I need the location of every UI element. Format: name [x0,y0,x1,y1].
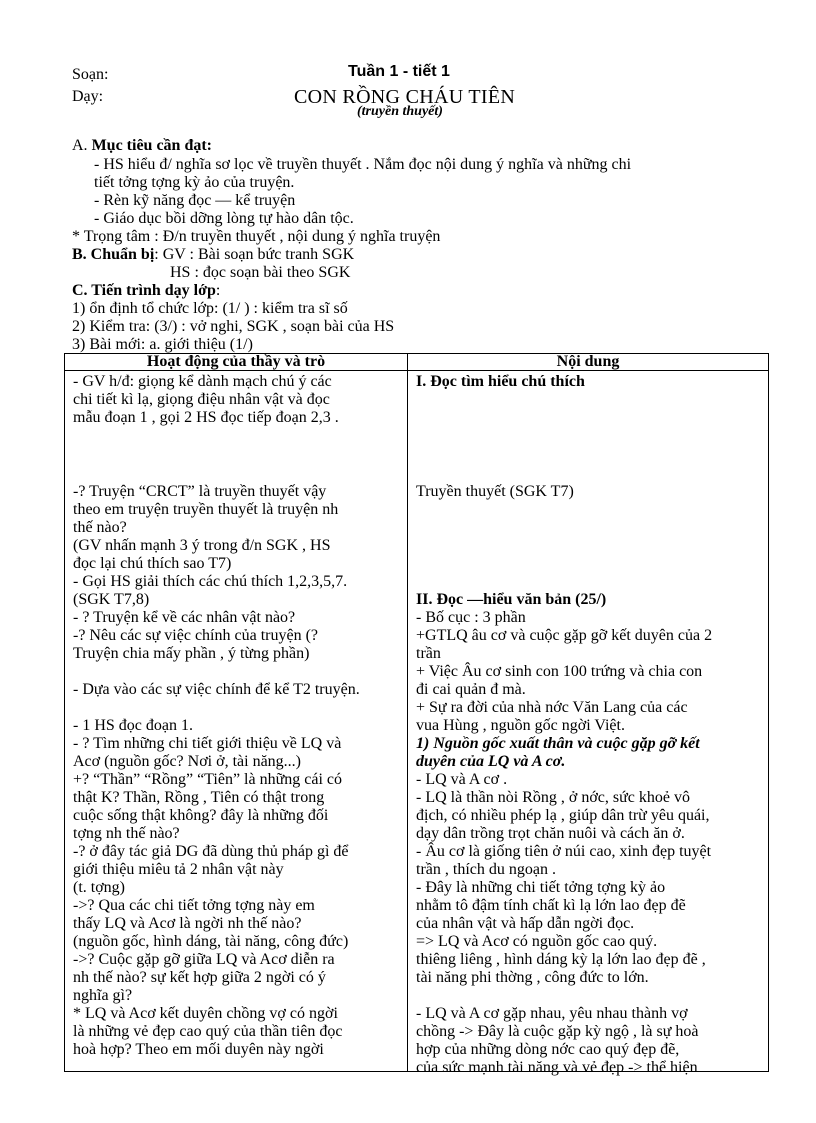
content-line: + Sự ra đời của nhà nớc Văn Lang của các [416,699,688,716]
content-cell [408,371,769,1076]
activity-line: - ? Tìm những chi tiết giới thiệu về LQ và [73,735,342,752]
activity-line: theo em truyện truyền thuyết là truyện nh [73,501,339,518]
col-header-activities: Hoạt động của thầy và trò [65,354,408,371]
lesson-table [64,353,769,1076]
content-line: - LQ là thần nòi Rồng , ở nớc, sức khoẻ vô [416,789,690,806]
activity-line: - Gọi HS giải thích các chú thích 1,2,3,5,7. [73,573,348,590]
page-title: CON RỒNG CHÁU TIÊN [294,86,516,108]
focus-line: * Trọng tâm : Đ/n truyền thuyết , nội dung ý nghĩa truyện [72,228,441,245]
content-line: dạy dân trồng trọt chăn nuôi và cách ăn ở. [416,825,685,842]
activity-line: thật K? Thần, Rồng , Tiên có thật trong [73,789,325,806]
activity-line: Acơ (nguồn gốc? Nơi ở, tài năng...) [73,753,301,770]
content-line: trần , thích du ngoạn . [416,861,556,878]
activity-line: - GV h/đ: giọng kể dành mạch chú ý các [73,373,332,390]
section-b-heading: B. Chuẩn bị: GV : Bài soạn bức tranh SGK [72,246,355,263]
content-line: Truyền thuyết (SGK T7) [416,483,574,500]
content-line: - Bố cục : 3 phần [416,609,526,626]
content-line: địch, có nhiều phép lạ , giúp dân trừ yêu quái, [416,807,710,824]
content-line: của nhân vật và hấp dẫn ngời đọc. [416,915,635,932]
col-header-content: Nội dung [408,354,769,371]
activities-cell [65,371,408,1072]
activity-line: (SGK T7,8) [73,591,150,608]
content-line: của sức mạnh tài năng và vẻ đẹp -> thể hiện [416,1059,698,1076]
objective-item: - Rèn kỹ năng đọc — kể truyện [94,192,296,209]
section-a-heading: A. Mục tiêu cần đạt: [72,137,212,154]
day-label: Dạy: [72,88,104,105]
activity-line: giới thiệu miêu tả 2 nhân vật này [73,861,284,878]
section-b-hs: HS : đọc soạn bài theo SGK [170,264,351,281]
content-line: - LQ và A cơ . [416,771,508,788]
content-line: chồng -> Đây là cuộc gặp kỳ ngộ , là sự hoà [416,1023,699,1040]
activity-line: - ? Truyện kể về các nhân vật nào? [73,609,296,626]
content-line: I. Đọc tìm hiểu chú thích [416,373,585,390]
activity-line: -? Truyện “CRCT” là truyền thuyết vậy [73,483,327,500]
activity-line: Truyện chia mấy phần , ý từng phần) [73,645,310,662]
content-line: trần [416,645,441,662]
content-line: nhằm tô đậm tính chất kì lạ lớn lao đẹp đẽ [416,897,686,914]
activity-line: tợng nh thế nào? [73,825,180,842]
activity-line: thấy LQ và Acơ là ngời nh thế nào? [73,915,302,932]
activity-line: ->? Qua các chi tiết tởng tợng này em [73,897,315,914]
content-line: 1) Nguồn gốc xuất thân và cuộc gặp gỡ kết [416,735,700,752]
content-line: - LQ và A cơ gặp nhau, yêu nhau thành vợ [416,1005,688,1022]
activity-line: nghĩa gì? [73,987,133,1004]
content-line: II. Đọc —hiểu văn bản (25/) [416,591,607,608]
activity-line: ->? Cuộc gặp gỡ giữa LQ và Acơ diễn ra [73,951,335,968]
activity-line: -? Nêu các sự việc chính của truyện (? [73,627,318,644]
activity-line: (t. tợng) [73,879,126,896]
content-line: vua Hùng , nguồn gốc ngời Việt. [416,717,625,734]
content-line: + Việc Âu cơ sinh con 100 trứng và chia con [416,663,703,680]
step-item: 1) ổn định tổ chức lớp: (1/ ) : kiểm tra sĩ số [72,300,348,317]
activity-line: (GV nhấn mạnh 3 ý trong đ/n SGK , HS [73,537,331,554]
week-lesson: Tuần 1 - tiết 1 [348,63,450,80]
section-c-heading: C. Tiến trình dạy lớp: [72,282,221,299]
activity-line: nh thế nào? sự kết hợp giữa 2 ngời có ý [73,969,326,986]
activity-line: chi tiết kì lạ, giọng điệu nhân vật và đọc [73,391,330,408]
activity-line: (nguồn gốc, hình dáng, tài năng, công đức) [73,933,349,950]
activity-line: mẫu đoạn 1 , gọi 2 HS đọc tiếp đoạn 2,3 . [73,409,339,426]
step-item: 2) Kiểm tra: (3/) : vở nghi, SGK , soạn bài của HS [72,318,395,335]
objective-item: - Giáo dục bồi dỡng lòng tự hào dân tộc. [94,210,354,227]
content-line: tài năng phi thờng , công đức to lớn. [416,969,649,986]
activity-line: - Dựa vào các sự việc chính để kể T2 truyện. [73,681,360,698]
activity-line: là những vẻ đẹp cao quý của thần tiên đọc [73,1023,343,1040]
objective-item: tiết tởng tợng kỳ ảo của truyện. [94,174,295,191]
activity-line: thế nào? [73,519,127,536]
content-line: => LQ và Acơ có nguồn gốc cao quý. [416,933,658,950]
content-line: đi cai quản đ mà. [416,681,526,698]
soan-label: Soạn: [72,66,109,83]
step-item: 3) Bài mới: a. giới thiệu (1/) [72,336,253,353]
content-line: duyên của LQ và A cơ. [416,753,566,770]
activity-line: hoà hợp? Theo em mối duyên này ngời [73,1041,324,1058]
content-line: - Âu cơ là giống tiên ở núi cao, xinh đẹp tuyệt [416,843,712,860]
activity-line: +? “Thần” “Rồng” “Tiên” là những cái có [73,771,343,788]
content-line: +GTLQ âu cơ và cuộc gặp gỡ kết duyên của 2 [416,627,713,644]
activity-line: cuộc sống thật không? đây là những đối [73,807,329,824]
content-line: thiêng liêng , hình dáng kỳ lạ lớn lao đẹp đẽ , [416,951,706,968]
content-line: - Đây là những chi tiết tởng tợng kỳ ảo [416,879,666,896]
activity-line: - 1 HS đọc đoạn 1. [73,717,193,734]
objective-item: - HS hiểu đ/ nghĩa sơ lọc về truyền thuyết . Nắm đọc nội dung ý nghĩa và những chi [94,156,632,173]
prep-date-labels [72,64,108,108]
activity-line: * LQ và Acơ kết duyên chồng vợ có ngời [73,1005,338,1022]
content-line: hợp của những dòng nớc cao quý đẹp đẽ, [416,1041,680,1058]
activity-line: đọc lại chú thích sao T7) [73,555,232,572]
activity-line: -? ở đây tác giả DG đã dùng thủ pháp gì để [73,843,349,860]
genre-subtitle: (truyền thuyết) [357,104,443,119]
